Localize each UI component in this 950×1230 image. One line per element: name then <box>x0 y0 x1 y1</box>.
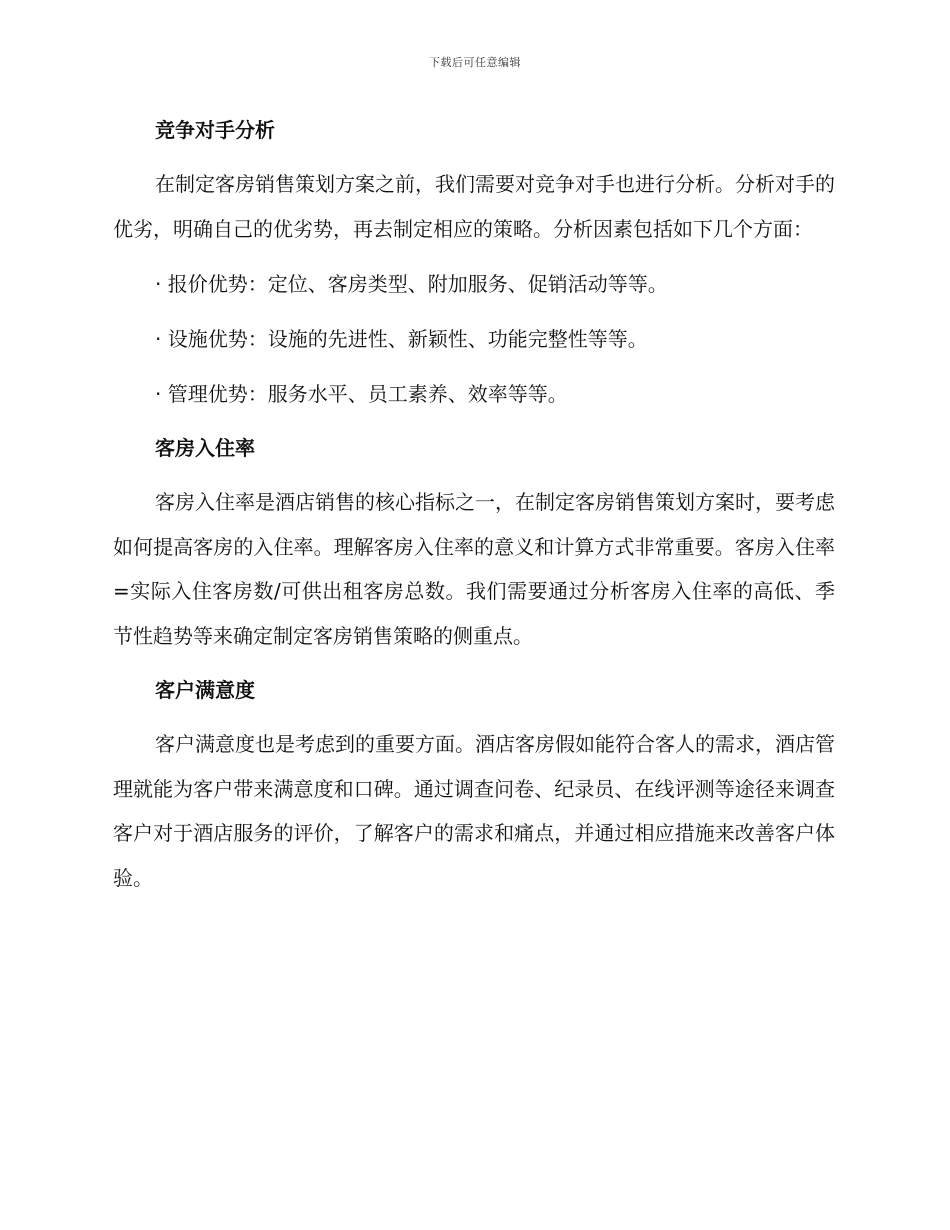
bullet-management-advantage: · 管理优势：服务水平、员工素养、效率等等。 <box>155 382 568 406</box>
page-header: 下载后可任意编辑 <box>429 56 521 69</box>
section-title-competitor-analysis: 竞争对手分析 <box>155 118 275 142</box>
section-title-occupancy-rate: 客房入住率 <box>155 436 255 460</box>
section-title-customer-satisfaction: 客户满意度 <box>155 678 255 702</box>
bullet-facility-advantage: · 设施优势：设施的先进性、新颖性、功能完整性等等。 <box>155 327 648 351</box>
paragraph-competitor-analysis: 在制定客房销售策划方案之前，我们需要对竞争对手也进行分析。分析对手的优劣，明确自己的优劣势，再去制定相应的策略。分析因素包括如下几个方面： <box>113 172 835 241</box>
document-body <box>113 110 835 900</box>
paragraph-customer-satisfaction: 客户满意度也是考虑到的重要方面。酒店客房假如能符合客人的需求，酒店管理就能为客户带来满意度和口碑。通过调查问卷、纪录员、在线评测等途径来调查客户对于酒店服务的评价，了解客户的需求和痛点，并通过相应措施来改善客户体验。 <box>113 732 835 890</box>
bullet-price-advantage: · 报价优势：定位、客房类型、附加服务、促销活动等等。 <box>155 272 668 296</box>
paragraph-occupancy-rate: 客房入住率是酒店销售的核心指标之一，在制定客房销售策划方案时，要考虑如何提高客房的入住率。理解客房入住率的意义和计算方式非常重要。客房入住率=实际入住客房数/可供出租客房总数。我们需要通过分析客房入住率的高低、季节性趋势等来确定制定客房销售策略的侧重点。 <box>113 490 835 648</box>
